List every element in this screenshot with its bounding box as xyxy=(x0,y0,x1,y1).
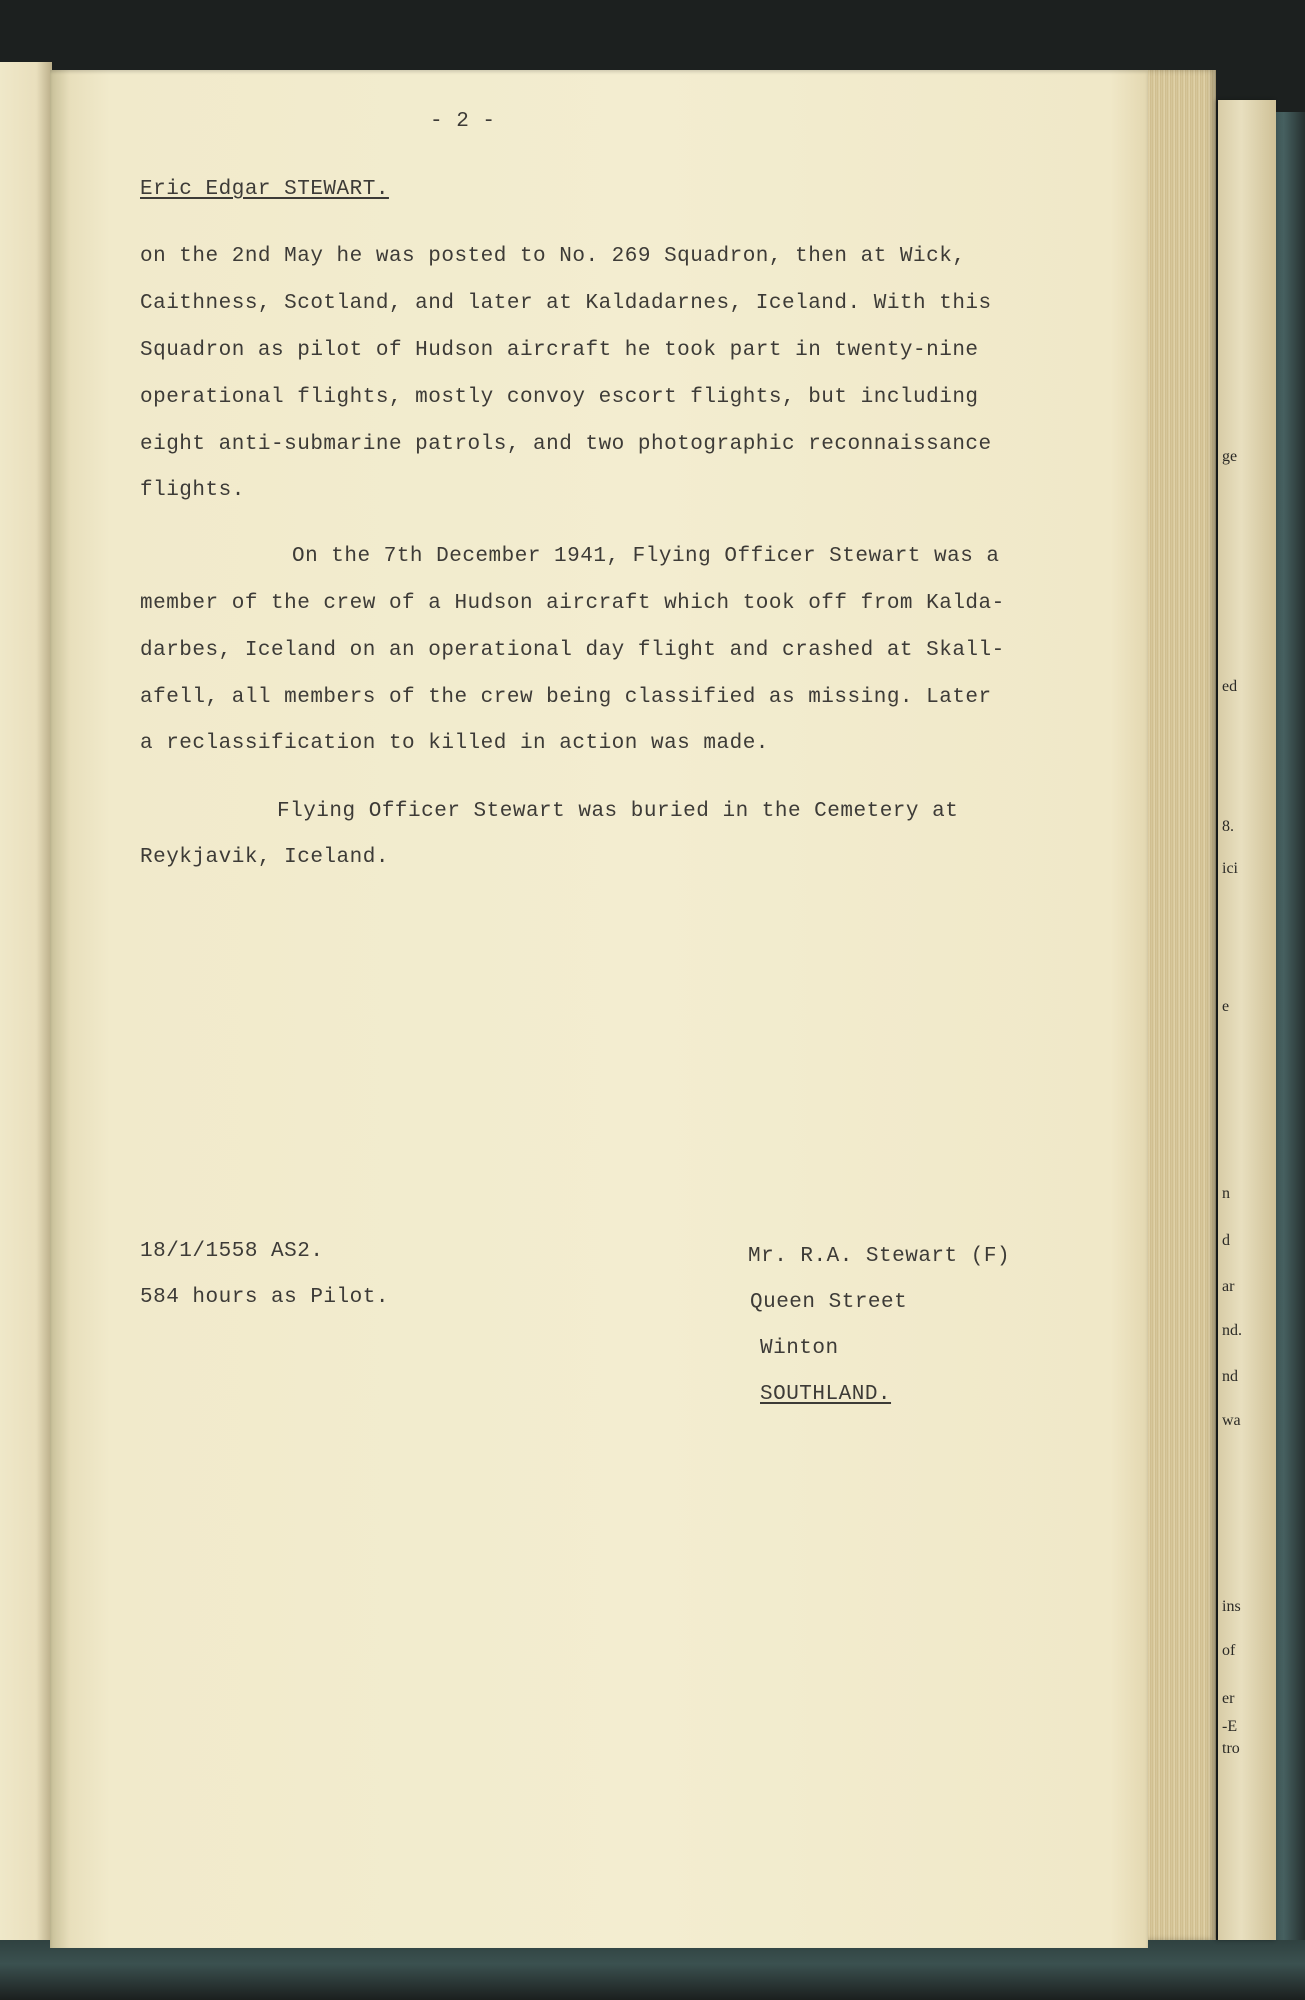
adjacent-page-fragment: wa xyxy=(1222,1412,1241,1429)
recipient-street: Queen Street xyxy=(750,1291,908,1314)
text-line: flights. xyxy=(140,479,245,502)
text-line: darbes, Iceland on an operational day flight and crashed at Skall- xyxy=(140,639,1005,662)
flying-hours: 584 hours as Pilot. xyxy=(140,1286,389,1309)
text-line: member of the crew of a Hudson aircraft which took off from Kalda- xyxy=(140,592,1005,615)
text-line: a reclassification to killed in action was made. xyxy=(140,732,769,755)
recipient-name: Mr. R.A. Stewart (F) xyxy=(748,1245,1011,1268)
adjacent-page-fragment: e xyxy=(1222,998,1230,1015)
text-line: afell, all members of the crew being classified as missing. Later xyxy=(140,686,992,709)
text-line: Flying Officer Stewart was buried in the Cemetery at xyxy=(277,800,959,823)
text-line: on the 2nd May he was posted to No. 269 Squadron, then at Wick, xyxy=(140,245,966,268)
adjacent-page-fragment: nd xyxy=(1222,1368,1238,1385)
adjacent-page-fragment: 8. xyxy=(1222,818,1234,835)
adjacent-page-fragment: ici xyxy=(1222,860,1238,877)
left-page-edge xyxy=(0,62,52,1948)
page-number: - 2 - xyxy=(430,110,496,133)
recipient-town: Winton xyxy=(760,1337,839,1360)
book-cover-bottom xyxy=(0,1940,1305,2000)
adjacent-page-fragment: ar xyxy=(1222,1278,1235,1295)
adjacent-page-fragment: ins xyxy=(1222,1598,1241,1615)
adjacent-page-fragment: of xyxy=(1222,1642,1236,1659)
text-line: eight anti-submarine patrols, and two photographic reconnaissance xyxy=(140,433,992,456)
text-line: On the 7th December 1941, Flying Officer Stewart was a xyxy=(292,545,1000,568)
page-stack-edges xyxy=(1146,70,1216,1940)
adjacent-page-fragment: nd. xyxy=(1222,1322,1242,1339)
adjacent-page-fragment: -E xyxy=(1222,1718,1238,1735)
adjacent-page-fragment: ed xyxy=(1222,678,1238,695)
adjacent-page-fragment: er xyxy=(1222,1690,1235,1707)
text-line: Reykjavik, Iceland. xyxy=(140,846,389,869)
recipient-region: SOUTHLAND. xyxy=(760,1383,892,1406)
text-line: operational flights, mostly convoy escort flights, but including xyxy=(140,386,979,409)
adjacent-page-fragment: n xyxy=(1222,1185,1230,1202)
file-reference: 18/1/1558 AS2. xyxy=(140,1240,324,1263)
adjacent-page-fragment: ge xyxy=(1222,448,1238,465)
text-line: Squadron as pilot of Hudson aircraft he took part in twenty-nine xyxy=(140,339,979,362)
adjacent-page-fragment: tro xyxy=(1222,1740,1240,1757)
inserted-page-strip xyxy=(1218,100,1276,1940)
text-line: Caithness, Scotland, and later at Kaldadarnes, Iceland. With this xyxy=(140,292,992,315)
subject-heading: Eric Edgar STEWART. xyxy=(140,178,389,201)
adjacent-page-fragment: d xyxy=(1222,1232,1230,1249)
